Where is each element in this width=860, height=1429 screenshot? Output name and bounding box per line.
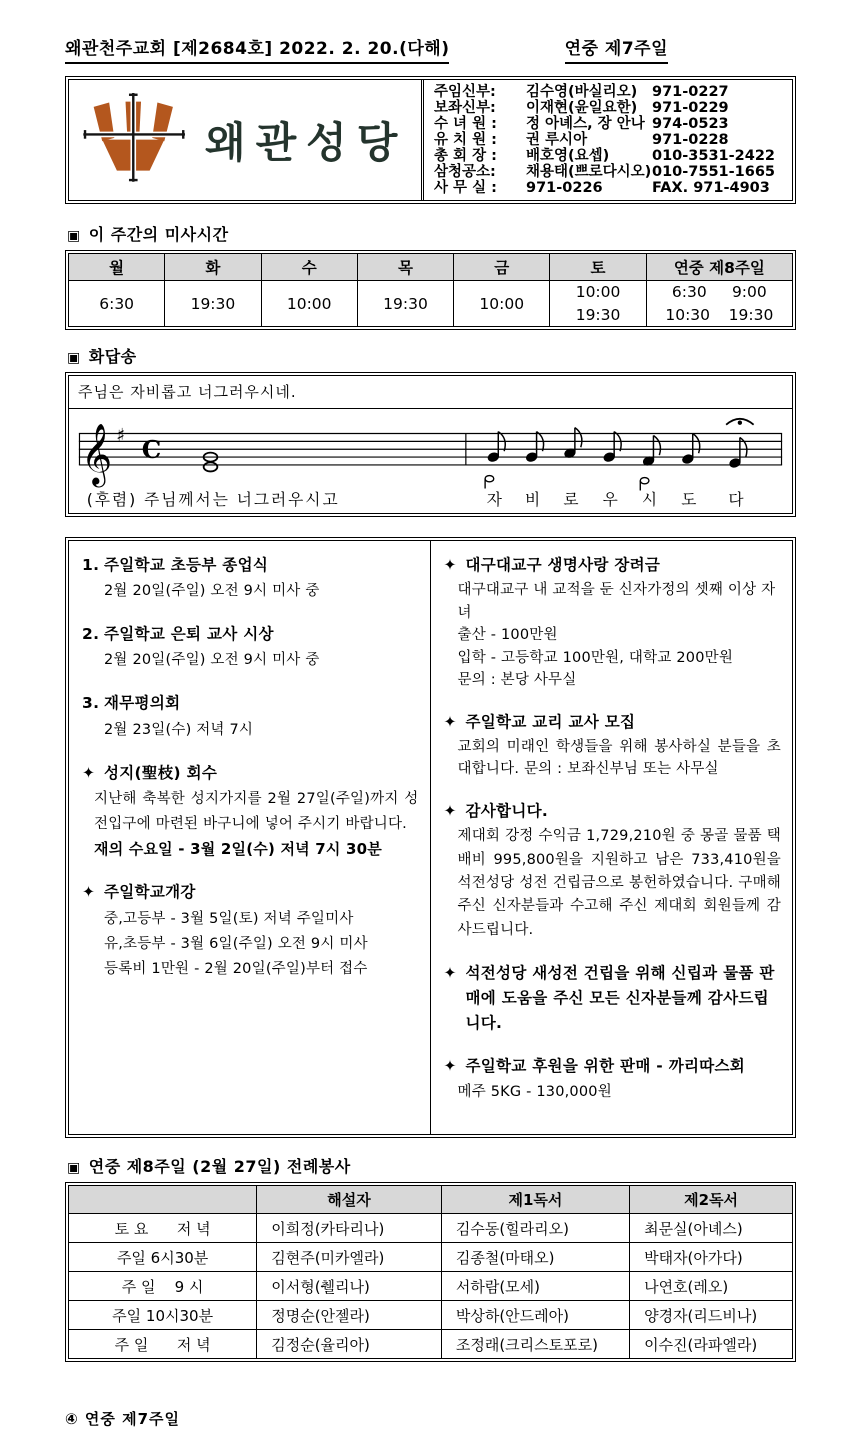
- svg-text:도: 도: [681, 490, 697, 510]
- item-line: 문의 : 본당 사무실: [457, 672, 577, 689]
- item-line: 중,고등부 - 3월 5일(토) 저녁 주일미사: [104, 910, 354, 927]
- star-bullet-icon: ✦: [443, 712, 457, 731]
- announcement-item: [444, 711, 782, 781]
- table-row: 주일 6시30분 김현주(미카엘라) 김종철(마태오) 박태자(아가다): [69, 1243, 793, 1272]
- svg-text:로: 로: [563, 490, 579, 510]
- mass-time-cell: 10:00: [454, 281, 550, 327]
- contact-row: 사 무 실 : 971-0226 FAX. 971-4903: [434, 179, 770, 196]
- col-header: 제1독서: [441, 1186, 629, 1214]
- announcements-right-column: [431, 541, 793, 1134]
- item-line: 대구대교구 내 교적을 둔 신자가정의 셋째 이상 자녀: [457, 582, 776, 621]
- table-row: 주 일 9 시 이서형(췔리나) 서하람(모세) 나연호(레오): [69, 1272, 793, 1301]
- item-title: 주일학교 교리 교사 모집: [465, 712, 636, 731]
- day-header: 연중 제8주일: [646, 254, 792, 281]
- parish-name: 왜관성당: [205, 118, 408, 167]
- time-signature: C: [141, 435, 162, 465]
- svg-text:우: 우: [602, 490, 618, 510]
- star-bullet-icon: ✦: [443, 964, 457, 983]
- fermata-icon: [726, 419, 754, 425]
- announcement-item: [444, 961, 782, 1035]
- svg-text:비: 비: [525, 490, 541, 510]
- contact-row: 수 녀 원 : 정 아녜스, 장 안나 974-0523: [434, 115, 729, 132]
- announcements-box: [65, 537, 796, 1138]
- item-line-bold: 재의 수요일 - 3월 2일(수) 저녁 7시 30분: [94, 839, 382, 858]
- music-staff: [73, 411, 788, 513]
- mass-time-cell: 19:30: [357, 281, 453, 327]
- item-title: 주일학교 초등부 종업식: [104, 556, 269, 574]
- liturgy-table: [65, 1182, 796, 1362]
- table-row: 주일 10시30분 정명순(안젤라) 박상하(안드레아) 양경자(리드비나): [69, 1301, 793, 1330]
- day-header: 토: [550, 254, 646, 281]
- sunday-times-cell: 6:30 9:00 10:30 19:30: [646, 281, 792, 327]
- parish-crest-icon: [79, 88, 191, 192]
- square-bullet-icon: ▣: [67, 1160, 81, 1177]
- day-header: 화: [165, 254, 261, 281]
- item-title: 주일학교 은퇴 교사 시상: [104, 625, 274, 644]
- day-header: 금: [454, 254, 550, 281]
- bulletin-title: 왜관천주교회 [제2684호] 2022. 2. 20.(다해): [65, 34, 449, 64]
- whole-note-chord: [204, 453, 218, 472]
- square-bullet-icon: ▣: [67, 350, 81, 366]
- col-header: 해설자: [257, 1186, 442, 1214]
- col-header-empty: [69, 1186, 257, 1214]
- svg-text:자: 자: [486, 490, 502, 510]
- announcement-item: [82, 881, 419, 981]
- announcement-item: [444, 1055, 782, 1105]
- item-title: 석전성당 새성전 건립을 위해 신립과 물품 판매에 도움을 주신 모든 신자분들께 감사드립니다.: [465, 964, 775, 1033]
- item-marker: 2.: [82, 625, 100, 644]
- contact-row: 보좌신부: 이재현(윤일요한) 971-0229: [434, 99, 729, 116]
- parish-logo-pane: [69, 80, 421, 200]
- day-header: 수: [261, 254, 357, 281]
- item-title: 주일학교 후원을 위한 판매 - 까리따스회: [465, 1056, 746, 1075]
- grace-notes: [485, 476, 649, 491]
- announcement-item: [82, 623, 419, 673]
- announcement-item: [444, 554, 782, 692]
- announcement-item: [82, 692, 419, 742]
- item-marker: 1.: [82, 556, 100, 574]
- psalm-box: [65, 372, 796, 517]
- table-row: 주 일 저 녁 김정순(율리아) 조정래(크리스토포로) 이수진(라파엘라): [69, 1330, 793, 1359]
- contact-list: [421, 80, 792, 200]
- item-title: 주일학교개강: [104, 883, 196, 902]
- sharp-icon: ♯: [116, 425, 126, 447]
- saturday-times-cell: 10:00 19:30: [550, 281, 646, 327]
- star-bullet-icon: ✦: [82, 763, 96, 782]
- day-header: 월: [69, 254, 165, 281]
- item-title: 성지(聖枝) 회수: [104, 763, 218, 782]
- item-line: 지난해 축복한 성지가지를 2월 27일(주일)까지 성전입구에 마련된 바구니에 넣어 주시기 바랍니다.: [94, 790, 419, 832]
- announcement-item: [82, 762, 419, 863]
- item-line: 유,초등부 - 3월 6일(주일) 오전 9시 미사: [104, 935, 368, 952]
- parish-header-box: [65, 76, 796, 204]
- mass-times-table: [65, 250, 796, 330]
- item-line: 등록비 1만원 - 2월 20일(주일)부터 접수: [104, 960, 368, 977]
- svg-text:시: 시: [641, 490, 658, 510]
- item-line: 제대회 강정 수익금 1,729,210원 중 몽골 물품 택배비 995,800원을 지원하고 남은 733,410원을 석전성당 성전 건립금으로 봉헌하였습니다. 구매해 주신 신자분들과 수고해 주신 제대회 회원들께 감사드립니다.: [457, 828, 781, 938]
- contact-row: 삼청공소: 채용태(쁘로다시오) 010-7551-1665: [434, 163, 776, 180]
- contact-row: 주임신부: 김수영(바실리오) 971-0227: [434, 84, 729, 100]
- item-title: 감사합니다.: [465, 801, 549, 820]
- masthead: [65, 34, 796, 64]
- item-line: 입학 - 고등학교 100만원, 대학교 200만원: [457, 649, 734, 666]
- refrain-lyric: (후렴) 주님께서는 너그러우시고: [86, 490, 340, 510]
- item-line: 2월 20일(주일) 오전 9시 미사 중: [104, 583, 320, 600]
- col-header: 제2독서: [630, 1186, 793, 1214]
- page-footer-label: ④ 연중 제7주일: [65, 1410, 181, 1429]
- item-title: 대구대교구 생명사랑 장려금: [465, 556, 661, 574]
- star-bullet-icon: ✦: [443, 556, 457, 574]
- item-line: 2월 23일(수) 저녁 7시: [104, 721, 254, 738]
- item-line: 2월 20일(주일) 오전 9시 미사 중: [104, 652, 320, 669]
- liturgy-section-title: ▣ 연중 제8주일 (2월 27일) 전례봉사: [67, 1157, 351, 1177]
- item-line: 출산 - 100만원: [457, 627, 558, 644]
- svg-text:다: 다: [728, 490, 744, 510]
- announcements-left-column: [69, 541, 431, 1134]
- announcement-item: [82, 554, 419, 604]
- announcement-item: [444, 800, 782, 943]
- treble-clef-icon: 𝄞: [80, 422, 113, 485]
- contact-row: 총 회 장 : 배호영(요셉) 010-3531-2422: [434, 147, 776, 164]
- item-marker: 3.: [82, 694, 100, 713]
- table-row: 토 요 저 녁 이희정(카타리나) 김수동(힐라리오) 최문실(아녜스): [69, 1214, 793, 1243]
- lyrics: [87, 490, 745, 509]
- mass-time-cell: 10:00: [261, 281, 357, 327]
- star-bullet-icon: ✦: [443, 801, 457, 820]
- item-line: 메주 5KG - 130,000원: [457, 1084, 612, 1101]
- item-title: 재무평의회: [104, 694, 181, 713]
- mass-time-cell: 19:30: [165, 281, 261, 327]
- music-score: [69, 409, 792, 513]
- psalm-section-title: ▣ 화답송: [67, 347, 137, 366]
- mass-times-section-title: ▣ 이 주간의 미사시간: [67, 225, 229, 244]
- star-bullet-icon: ✦: [443, 1056, 457, 1075]
- item-line: 교회의 미래인 학생들을 위해 봉사하실 분들을 초대합니다. 문의 : 보좌신부님 또는 사무실: [457, 738, 781, 778]
- day-header: 목: [357, 254, 453, 281]
- contact-row: 유 치 원 : 권 루시아 971-0228: [434, 131, 729, 148]
- psalm-refrain-text: 주님은 자비롭고 너그러우시네.: [69, 376, 792, 409]
- liturgical-week-title: 연중 제7주일: [565, 34, 668, 64]
- square-bullet-icon: ▣: [67, 228, 81, 244]
- mass-time-cell: 6:30: [69, 281, 165, 327]
- star-bullet-icon: ✦: [82, 883, 96, 902]
